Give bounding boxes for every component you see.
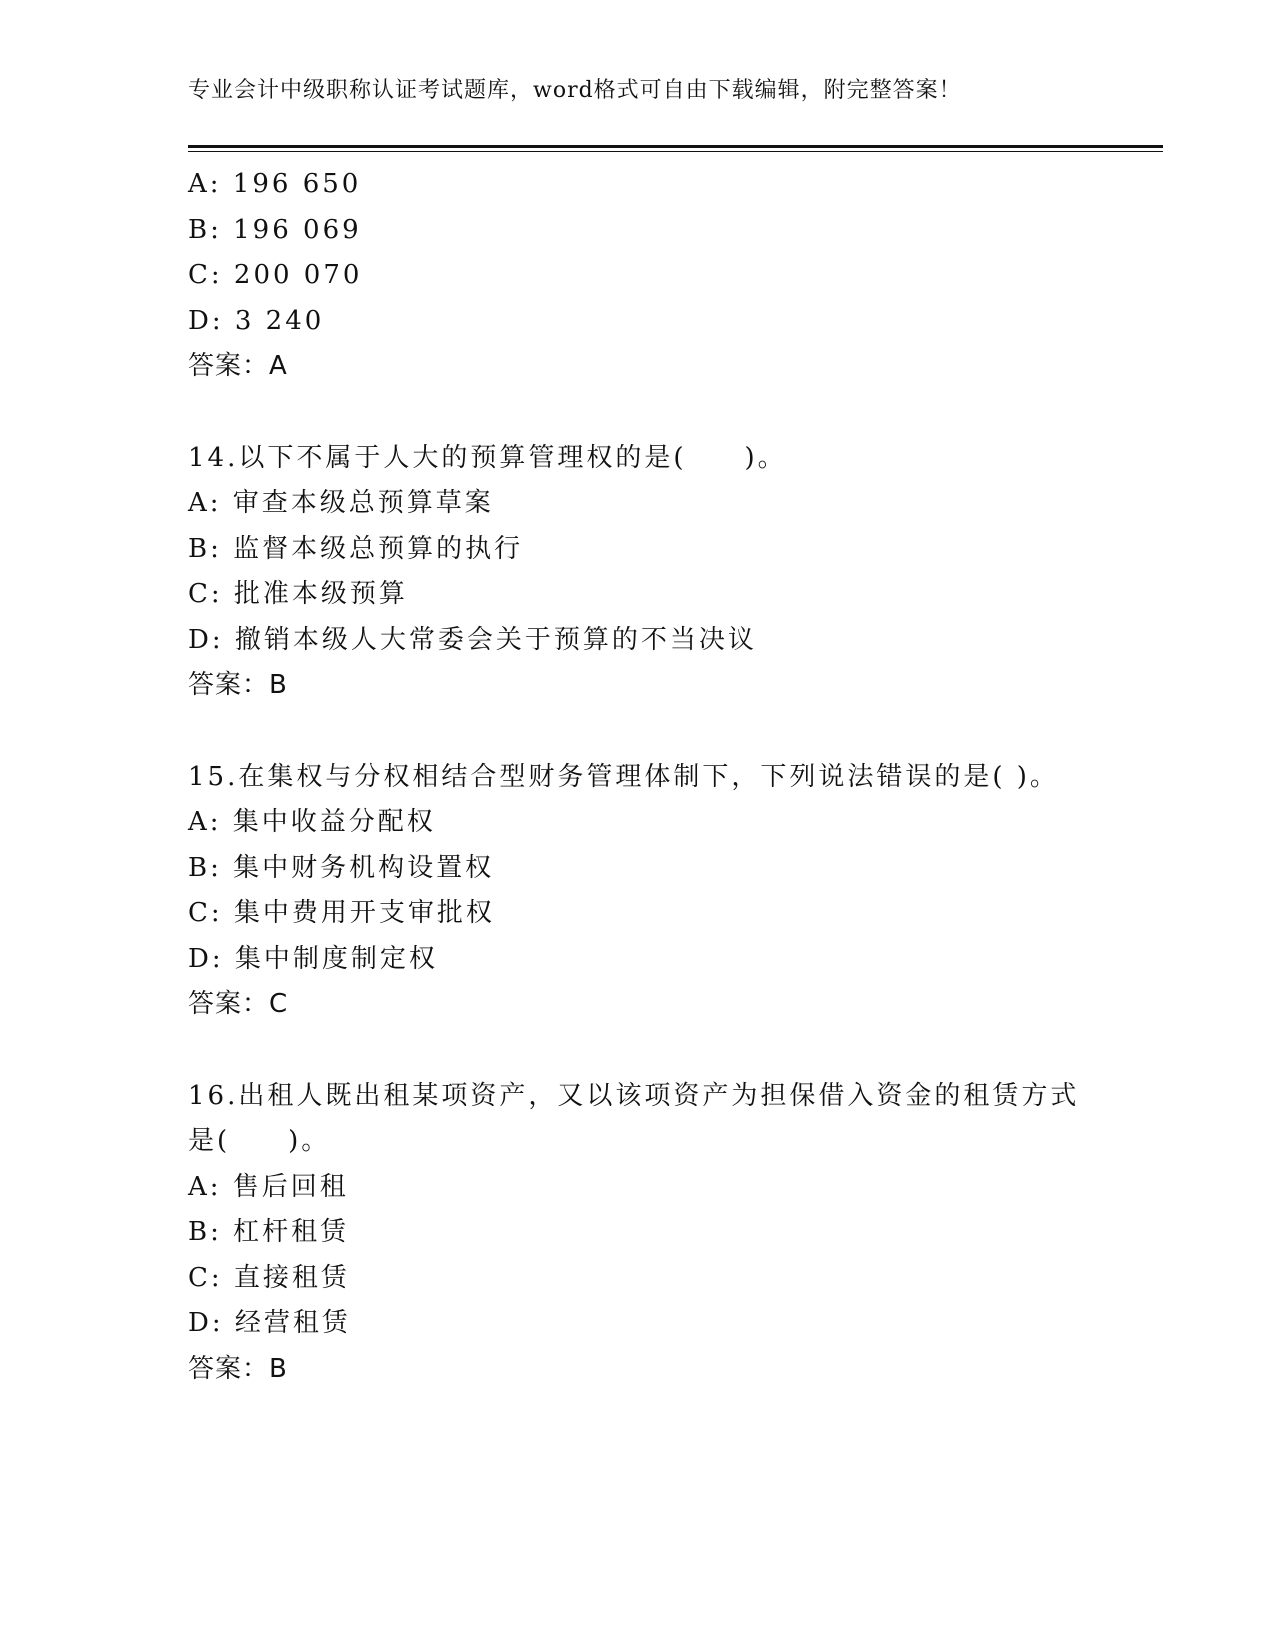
option-c: C: 直接租赁	[188, 1262, 350, 1293]
option-c: C: 200 070	[188, 260, 363, 290]
option-c: C: 批准本级预算	[188, 579, 408, 609]
answer-line: 答案：A	[188, 351, 288, 381]
question-block-13	[188, 162, 1148, 390]
option-d: D: 集中制度制定权	[188, 943, 438, 974]
answer-line: 答案：C	[188, 989, 289, 1019]
question-block-16	[188, 1074, 1148, 1393]
option-a: A: 售后回租	[188, 1171, 349, 1202]
question-text-line-2: 是( )。	[188, 1126, 331, 1156]
option-b: B: 集中财务机构设置权	[188, 852, 495, 883]
header-divider-thick	[188, 145, 1163, 148]
option-b: B: 监督本级总预算的执行	[188, 533, 524, 564]
page-header: 专业会计中级职称认证考试题库，word格式可自由下载编辑，附完整答案！	[188, 78, 962, 103]
header-divider-thin	[188, 151, 1163, 152]
answer-line: 答案：B	[188, 1353, 288, 1384]
option-d: D: 撤销本级人大常委会关于预算的不当决议	[188, 624, 757, 655]
option-d: D: 经营租赁	[188, 1308, 351, 1338]
answer-line: 答案：B	[188, 670, 288, 700]
option-a: A: 审查本级总预算草案	[188, 488, 494, 518]
question-block-15	[188, 755, 1148, 1028]
question-list	[188, 162, 1148, 1438]
option-d: D: 3 240	[188, 305, 325, 336]
option-a: A: 196 650	[188, 169, 362, 199]
option-c: C: 集中费用开支审批权	[188, 898, 495, 928]
question-text-line-1: 16.出租人既出租某项资产，又以该项资产为担保借入资金的租赁方式	[188, 1080, 1080, 1111]
question-block-14	[188, 436, 1148, 709]
question-text: 14.以下不属于人大的预算管理权的是( )。	[188, 442, 787, 473]
option-b: B: 杠杆租赁	[188, 1217, 350, 1247]
option-a: A: 集中收益分配权	[188, 807, 436, 837]
question-text: 15.在集权与分权相结合型财务管理体制下，下列说法错误的是( )。	[188, 761, 1059, 792]
option-b: B: 196 069	[188, 214, 362, 245]
